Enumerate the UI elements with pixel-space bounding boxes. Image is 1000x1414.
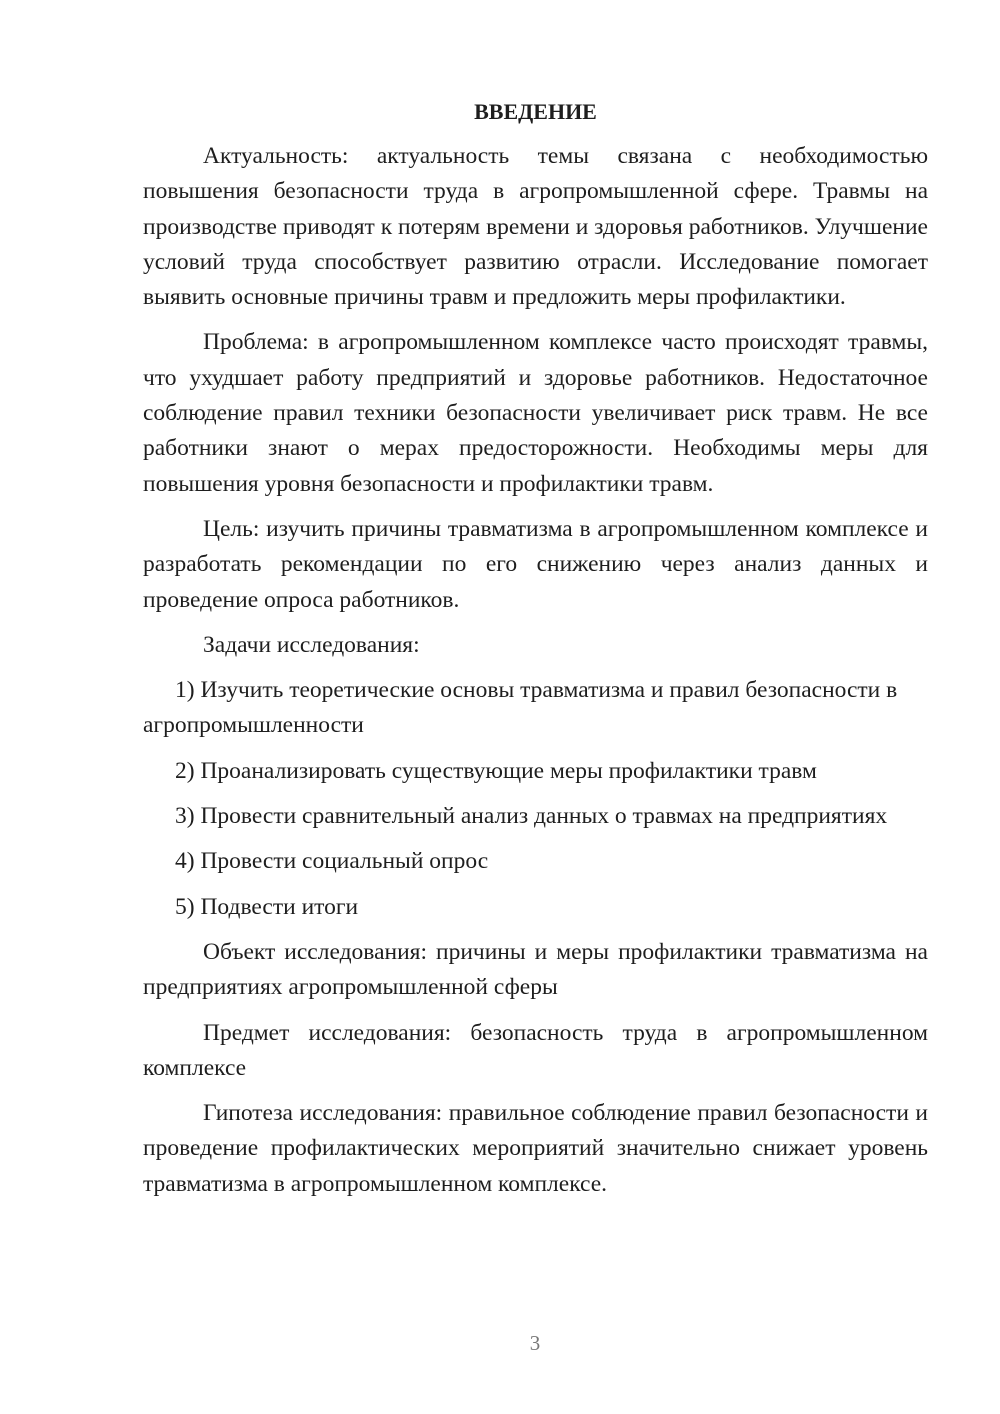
page-number: 3 [529,1331,541,1355]
tasks-title: Задачи исследования: [203,631,420,658]
subject-paragraph: Предмет исследования: безопасность труда в агропромышленном комплексе [143,1019,928,1081]
list-item: 2) Проанализировать существующие меры профилактики травм [175,757,817,784]
list-item: 5) Подвести итоги [175,893,359,920]
list-item: 1) Изучить теоретические основы травматизма и правил безопасности в агропромышленности [143,677,898,739]
object-paragraph: Объект исследования: причины и меры профилактики травматизма на предприятиях агропромышленной сферы [143,938,928,1001]
section-heading: ВВЕДЕНИЕ [474,99,597,124]
goal-paragraph: Цель: изучить причины травматизма в агропромышленном комплексе и разработать рекомендации по его снижению через анализ данных и проведение опроса работников. [143,515,928,613]
relevance-paragraph: Актуальность: актуальность темы связана с необходимостью повышения безопасности труда в агропромышленной сфере. Травмы на производстве приводят к потерям времени и здоровья работников. Улучшение условий труда способствует развитию отрасли. Исследование помогает выявить основные причины травм и предложить меры профилактики. [143,143,928,311]
document-body [143,92,928,1212]
problem-paragraph: Проблема: в агропромышленном комплексе часто происходят травмы, что ухудшает работу предприятий и здоровье работников. Недостаточное соблюдение правил техники безопасности увеличивает риск травм. Не все работники знают о мерах предосторожности. Необходимы меры для повышения уровня безопасности и профилактики травм. [143,329,928,497]
list-item: 3) Провести сравнительный анализ данных о травмах на предприятиях [175,803,888,830]
tasks-list [143,673,928,925]
list-item: 4) Провести социальный опрос [175,848,489,875]
hypothesis-paragraph: Гипотеза исследования: правильное соблюдение правил безопасности и проведение профилактических мероприятий значительно снижает уровень травматизма в агропромышленном комплексе. [143,1100,928,1197]
